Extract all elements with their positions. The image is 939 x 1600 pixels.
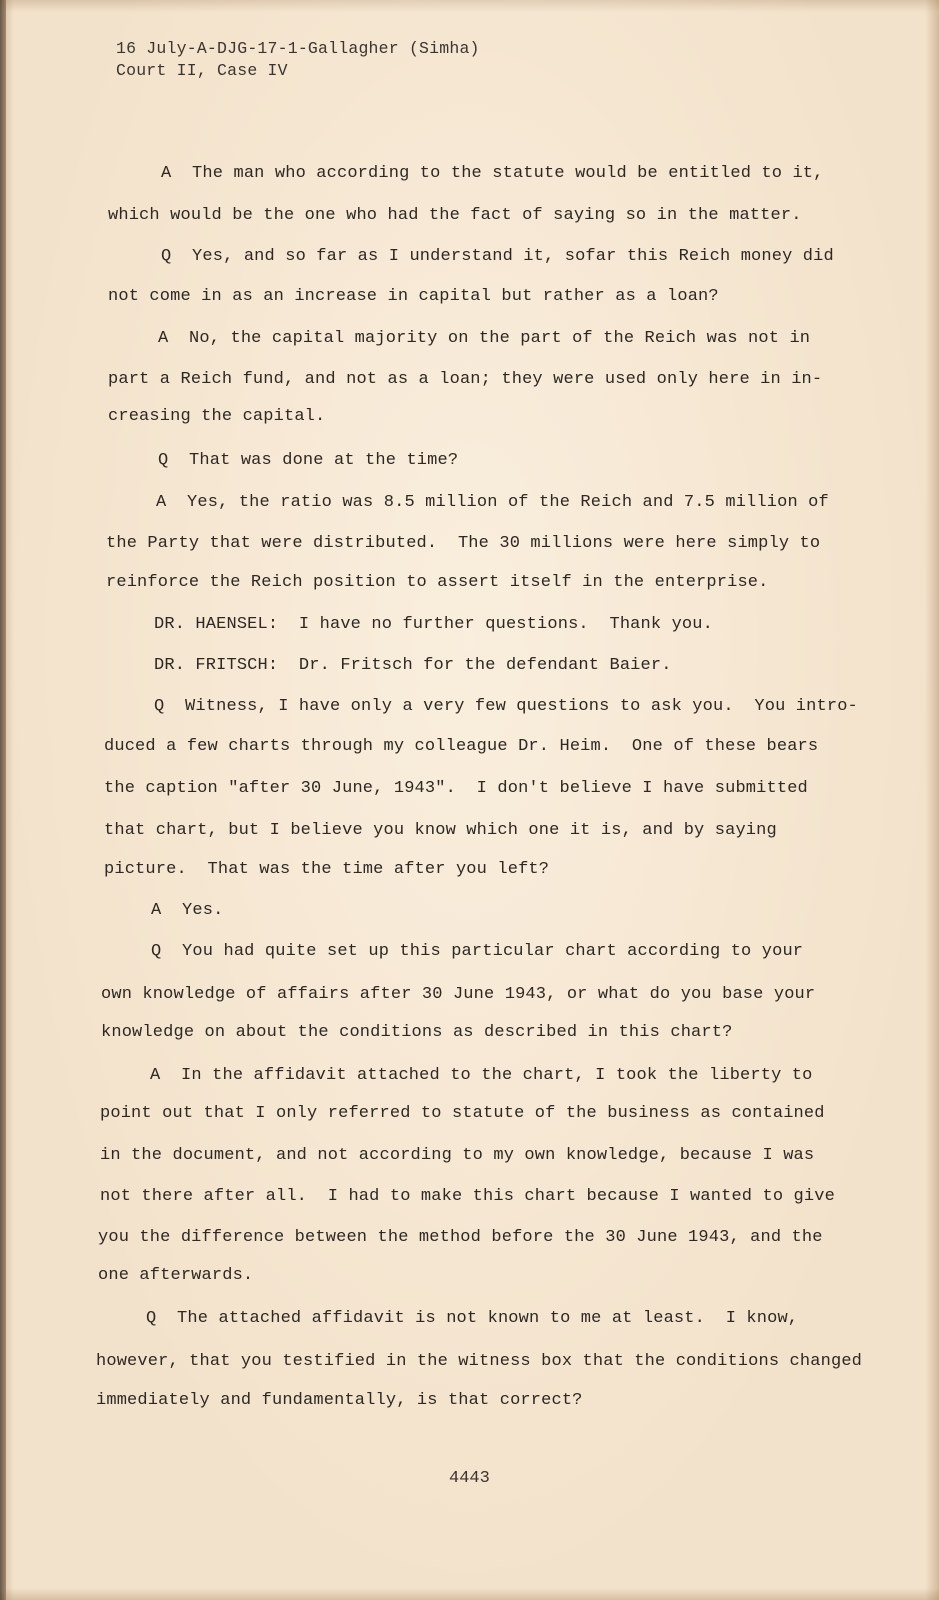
transcript-line: DR. FRITSCH: Dr. Fritsch for the defendant Baier. [154,656,672,675]
transcript-line: however, that you testified in the witness box that the conditions changed [96,1352,863,1371]
transcript-line: that chart, but I believe you know which one it is, and by saying [104,821,777,840]
transcript-line: Q Yes, and so far as I understand it, sofar this Reich money did [161,247,834,266]
transcript-line: point out that I only referred to statute of the business as contained [100,1104,825,1123]
transcript-line: immediately and fundamentally, is that correct? [96,1391,583,1410]
transcript-line: A Yes. [151,901,224,920]
transcript-line: A The man who according to the statute would be entitled to it, [161,164,824,183]
transcript-line: DR. HAENSEL: I have no further questions. Thank you. [154,615,713,634]
transcript-line: not there after all. I had to make this chart because I wanted to give [100,1187,835,1206]
transcript-line: Q The attached affidavit is not known to me at least. I know, [146,1309,799,1328]
transcript-line: the Party that were distributed. The 30 millions were here simply to [106,534,821,553]
transcript-line: A In the affidavit attached to the chart, I took the liberty to [150,1066,813,1085]
transcript-line: reinforce the Reich position to assert itself in the enterprise. [106,573,769,592]
transcript-line: you the difference between the method before the 30 June 1943, and the [98,1228,823,1247]
transcript-line: which would be the one who had the fact of saying so in the matter. [108,206,802,225]
transcript-line: the caption "after 30 June, 1943". I don't believe I have submitted [104,779,808,798]
transcript-line: duced a few charts through my colleague Dr. Heim. One of these bears [104,737,819,756]
transcript-line: Q Witness, I have only a very few questions to ask you. You intro- [154,697,858,716]
transcript-line: not come in as an increase in capital but rather as a loan? [108,287,719,306]
page-number: 4443 [449,1469,490,1488]
transcript-line: part a Reich fund, and not as a loan; they were used only here in in- [108,370,823,389]
transcript-line: own knowledge of affairs after 30 June 1943, or what do you base your [101,985,816,1004]
transcript-line: picture. That was the time after you left? [104,860,550,879]
transcript-line: A Yes, the ratio was 8.5 million of the Reich and 7.5 million of [156,493,829,512]
header-reference-line: 16 July-A-DJG-17-1-Gallagher (Simha) [116,39,480,58]
transcript-line: in the document, and not according to my own knowledge, because I was [100,1146,815,1165]
transcript-line: creasing the capital. [108,407,326,426]
transcript-line: Q That was done at the time? [158,451,459,470]
transcript-line: A No, the capital majority on the part of the Reich was not in [158,329,811,348]
header-court-line: Court II, Case IV [116,61,288,80]
transcript-line: one afterwards. [98,1266,254,1285]
transcript-line: Q You had quite set up this particular chart according to your [151,942,804,961]
page-edge-shadow [0,0,6,1600]
transcript-line: knowledge on about the conditions as described in this chart? [101,1023,733,1042]
document-header [116,38,480,82]
